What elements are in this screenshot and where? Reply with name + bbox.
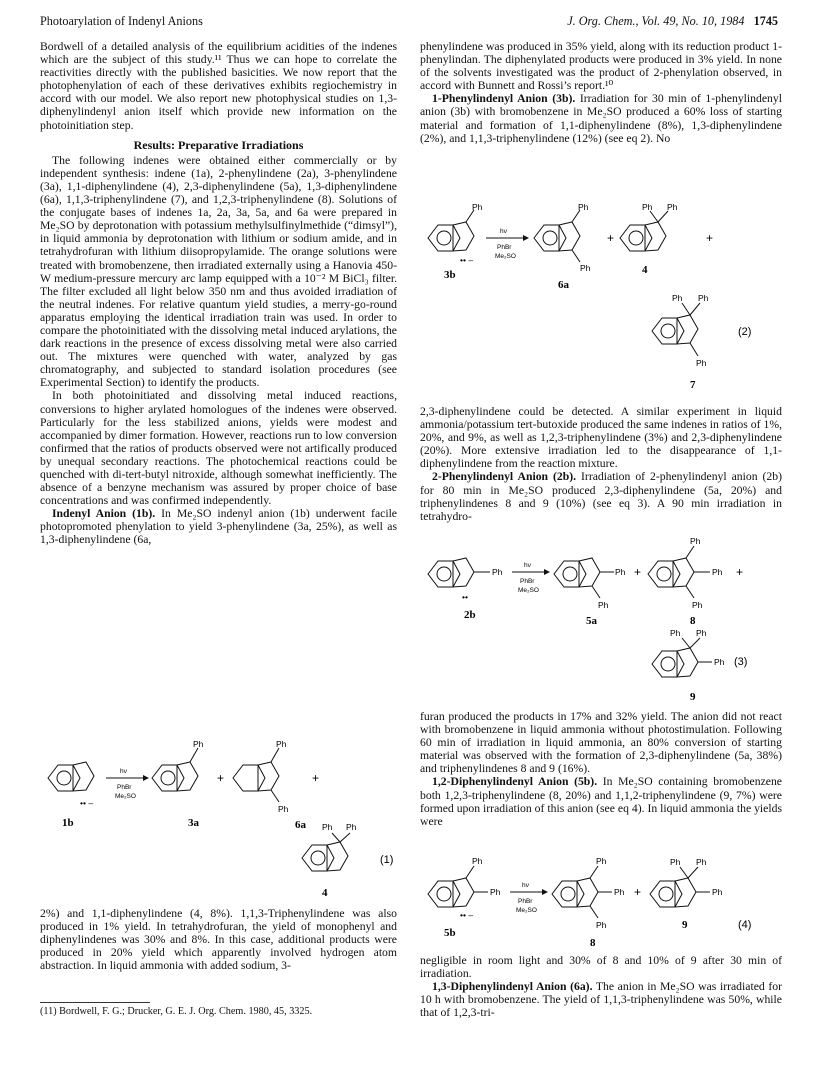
paragraph: 2,3-diphenylindene could be detected. A similar experiment in liquid ammonia/potassium tert-butoxide produced the same indenes in ratios of 1%, 20%, and 9%, as well as 1,2,3-triphenylindene (3%) and 2,3-diphenylindene (20%). More extensive irradiation led to the disappearance of 1,1-diphenylindene from the reaction mixture. [420, 405, 782, 471]
solvent-label: Me₂SO [495, 253, 516, 260]
ph-label: Ph [615, 567, 626, 577]
run-in-heading: 1-Phenylindenyl Anion (3b). [432, 92, 576, 106]
reagent-label: PhBr [497, 244, 512, 251]
run-in-heading: 2-Phenylindenyl Anion (2b). [432, 470, 577, 484]
ph-label: Ph [614, 887, 625, 897]
compound-label: 8 [690, 615, 696, 627]
plus-sign: + [217, 771, 225, 785]
structure-8 [648, 546, 710, 598]
arrowhead [544, 569, 550, 575]
structure-3b [428, 210, 474, 251]
paragraph: negligible in room light and 30% of 8 and 10% of 9 after 30 min of irradiation. [420, 954, 782, 981]
equation-number: (1) [380, 854, 394, 866]
anion-charge: •• – [80, 798, 94, 808]
paragraph: furan produced the products in 17% and 32% yield. The anion did not react with bromobenzene in liquid ammonia without photostimulation. Following 60 min of irradiation in liquid ammonia, an 80% conversion of starting material was observed with the formation of 2,3-diphenylindene (5a, 38%) and triphenylindenes 8 and 9 (16%). [420, 710, 782, 776]
paragraph-text: In Me₂SO indenyl anion (1b) underwent facile photopromoted phenylation to yield 3-phenylindene (3a, 25%), as well as 1,3-diphenylindene (6a, [40, 507, 397, 547]
paragraph-text: In Me₂SO containing bromobenzene both 1,2,3-triphenylindene (8, 20%) and 1,1,2-triphenylindene (9, 7%) were formed upon irradiation of this anion (see eq 4). In liquid ammonia the yields were [420, 775, 782, 828]
paragraph-text: Irradiation of 2-phenylindenyl anion (2b) for 80 min in Me₂SO produced 2,3-diphenylindene (5a, 20%) and triphenylindenes 8 and 9 (10%) (see eq 3). A 90 min irradiation in tetrahydro- [420, 470, 782, 523]
compound-label: 1b [62, 817, 74, 829]
ph-label: Ph [670, 857, 681, 867]
right-column-lower [420, 710, 782, 828]
running-head: Photoarylation of Indenyl Anions [40, 14, 203, 28]
run-in-heading: 1,2-Diphenylindenyl Anion (5b). [432, 775, 598, 789]
compound-label: 5a [586, 615, 597, 627]
footnote: (11) Bordwell, F. G.; Drucker, G. E. J. Org. Chem. 1980, 45, 3325. [40, 1006, 313, 1017]
ph-label: Ph [642, 202, 653, 212]
plus-sign: + [736, 565, 744, 579]
ph-label: Ph [472, 856, 483, 866]
structure-6a [233, 748, 279, 802]
scheme-eq1 [40, 738, 400, 903]
equation-number: (3) [734, 656, 748, 668]
structure-3a [152, 748, 198, 791]
ph-label: Ph [690, 536, 701, 546]
paragraph: Bordwell of a detailed analysis of the equilibrium acidities of the indenes which are the subject of this study.¹¹ Thus we can hope to correlate the reactivities directly with the published basicities. We now report that the photophenylation of each of these derivatives exhibits regiochemistry in accord with our model. We also report new photophysical studies on 1,3-diphenylindenyl anion itself which provide new information on the photoinitiation step. [40, 40, 397, 132]
right-column-bottom [420, 954, 782, 1019]
anion-charge: •• – [460, 910, 474, 920]
paragraph-text: The anion in Me₂SO was irradiated for 10 h with bromobenzene. The yield of 1,1,3-triphenylindene was 50%, while that of 1,2,3-tri- [420, 980, 782, 1020]
ph-label: Ph [276, 739, 287, 749]
plus-sign: + [312, 771, 320, 785]
structure-4 [302, 833, 350, 871]
compound-label: 9 [682, 919, 688, 931]
compound-label: 5b [444, 927, 456, 939]
scheme-eq2 [420, 203, 780, 403]
plus-sign: + [706, 231, 714, 245]
ph-label: Ph [193, 739, 204, 749]
ph-label: Ph [492, 567, 503, 577]
structure-5b [428, 866, 488, 907]
solvent-label: Me₂SO [516, 907, 537, 914]
footnote-rule [40, 1002, 150, 1003]
structure-9 [650, 867, 710, 907]
ph-label: Ph [672, 293, 683, 303]
reagent-label: PhBr [518, 898, 533, 905]
scheme-eq4 [420, 856, 780, 954]
structure-6a [534, 210, 580, 262]
paragraph [420, 775, 782, 827]
compound-label: 7 [690, 379, 696, 391]
equation-number: (4) [738, 919, 752, 931]
paragraph [420, 470, 782, 522]
right-column-middle [420, 405, 782, 523]
plus-sign: + [607, 231, 615, 245]
left-column-bottom [40, 907, 397, 972]
anion-charge: •• – [460, 255, 474, 265]
compound-label: 4 [322, 887, 328, 899]
paragraph [40, 507, 397, 546]
reagent-label: PhBr [117, 784, 132, 791]
ph-label: Ph [580, 263, 591, 273]
hv-label: hν [522, 882, 529, 889]
arrowhead [523, 235, 529, 241]
compound-label: 3b [444, 269, 456, 281]
compound-label: 6a [558, 279, 569, 291]
ph-label: Ph [692, 600, 703, 610]
structure-1b [48, 762, 94, 791]
scheme-eq3 [420, 534, 780, 706]
ph-label: Ph [714, 657, 725, 667]
structure-4 [620, 211, 668, 251]
paragraph-text: Irradiation for 30 min of 1-phenylindenyl anion (3b) with bromobenzene in Me₂SO produced a 60% loss of starting material and formation of 1,1-diphenylindene (8%), 1,3-diphenylindene (2%), and 1,1,3-triphenylindene (12%) (see eq 2). No [420, 92, 782, 145]
right-column-top [420, 40, 782, 145]
compound-label: 6a [295, 819, 306, 831]
ph-label: Ph [598, 600, 609, 610]
ph-label: Ph [712, 567, 723, 577]
section-heading: Results: Preparative Irradiations [133, 137, 304, 152]
compound-label: 8 [590, 937, 596, 949]
paragraph: In both photoinitiated and dissolving metal induced reactions, conversions to higher arylated homologues of the indenes were observed. Particularly for the less stabilized anions, yields were modest and accompanied by dimer formation. However, reactions run to low conversion confirmed that the ratios of products observed were not artifically produced by unequal secondary reactions. The photochemical reactions could be quenched with di-tert-butyl nitroxide, although somewhat inefficiently. The absence of a benzyne mechanism was assured by proper choice of base concentrations and was confirmed independently. [40, 389, 397, 508]
ph-label: Ph [278, 804, 289, 814]
ph-label: Ph [667, 202, 678, 212]
structure-9 [652, 638, 712, 677]
page-number: 1745 [753, 14, 778, 28]
hv-label: hν [500, 228, 507, 235]
plus-sign: + [634, 565, 642, 579]
arrowhead [143, 775, 149, 781]
compound-label: 9 [690, 691, 696, 703]
compound-label: 3a [188, 817, 199, 829]
ph-label: Ph [578, 202, 589, 212]
journal-name: J. Org. Chem., Vol. 49, No. 10, 1984 [567, 14, 745, 28]
structure-8 [552, 866, 612, 918]
paragraph: 2%) and 1,1-diphenylindene (4, 8%). 1,1,3-Triphenylindene was also produced in 1% yield. In tetrahydrofuran, the yield of monophenyl and diphenylindenes was 30% and 8%. In this case, additional products were produced in 20% yield which apparently involved hydrogen atom abstraction. In liquid ammonia with added sodium, 3- [40, 907, 397, 973]
left-column-top [40, 40, 397, 547]
ph-label: Ph [322, 822, 333, 832]
paragraph [420, 980, 782, 1019]
reagent-label: PhBr [520, 578, 535, 585]
structure-7 [652, 303, 700, 356]
run-in-heading: Indenyl Anion (1b). [52, 507, 156, 521]
paragraph: phenylindene was produced in 35% yield, along with its reduction product 1-phenylindan. The diphenylated products were produced in 3% yield. In none of the solvents investigated was the product of 2-phenylation observed, in accord with Bunnett and Rossi’s report.¹⁰ [420, 40, 782, 93]
ph-label: Ph [712, 887, 723, 897]
plus-sign: + [634, 885, 642, 899]
solvent-label: Me₂SO [115, 793, 136, 800]
anion-charge: •• [462, 592, 468, 602]
structure-5a [554, 558, 614, 598]
ph-label: Ph [472, 202, 483, 212]
compound-label: 4 [642, 264, 648, 276]
ph-label: Ph [696, 628, 707, 638]
run-in-heading: 1,3-Diphenylindenyl Anion (6a). [432, 980, 593, 994]
ph-label: Ph [696, 857, 707, 867]
ph-label: Ph [490, 887, 501, 897]
paragraph [420, 92, 782, 144]
ph-label: Ph [596, 856, 607, 866]
journal-citation [567, 14, 778, 29]
ph-label: Ph [346, 822, 357, 832]
compound-label: 2b [464, 609, 476, 621]
solvent-label: Me₂SO [518, 587, 539, 594]
ph-label: Ph [698, 293, 709, 303]
paragraph: The following indenes were obtained either commercially or by independent synthesis: indene (1a), 2-phenylindene (2a), 3-phenylindene (3a), 1,1-diphenylindene (4), 2,3-diphenylindene (5a), 1,3-diphenylindene (6a), 1,1,3-triphenylindene (7), and 1,2,3-triphenylindene (8). Solutions of the conjugate bases of indenes 1a, 2a, 3a, 5a, and 6a were prepared in Me₂SO by deprotonation with potassium methylsulfinylmethide (“dimsyl”), in liquid ammonia by deprotonation with lithium or sodium amide, and in tetrahydrofuran with lithium diisopropylamide. The orange solutions were treated with bromobenzene, then irradiated externally using a Hanovia 450-W medium-pressure mercury arc lamp equipped with a 10⁻² M BiCl₃ filter. The filter excluded all light below 350 nm and thus avoided irradiation of the neutral indenes. For relative quantum yield studies, a merry-go-round apparatus employing the identical irradiation train was used. In order to compare the photoinitiated with the dissolving metal induced arylations, the dark reactions in the presence of excess dissolving metal were also carried out. The mixtures were quenched with water, analyzed by gas chromatography, and subjected to standard isolation procedures (see Experimental Section) to identify the products. [40, 153, 397, 390]
hv-label: hν [524, 562, 531, 569]
hv-label: hν [120, 768, 127, 775]
ph-label: Ph [696, 358, 707, 368]
ph-label: Ph [596, 920, 607, 930]
structure-2b [428, 558, 490, 587]
equation-number: (2) [738, 326, 752, 338]
ph-label: Ph [670, 628, 681, 638]
arrowhead [542, 889, 548, 895]
